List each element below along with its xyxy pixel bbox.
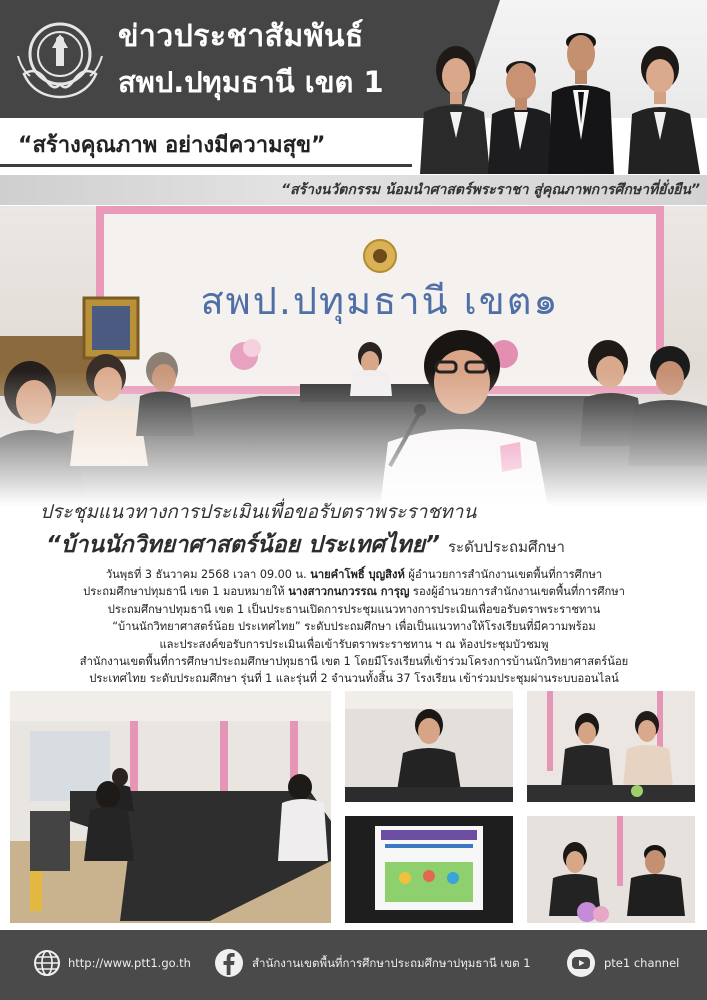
obec-emblem-icon [16,14,104,102]
motto: “สร้างนวัตกรรม น้อมนำศาสตร์พระราชา สู่คุณภาพการศึกษาที่ยั่งยืน” [281,182,700,198]
news-body [16,566,692,686]
body-text: รองผู้อำนวยการสำนักงานเขตพื้นที่การศึกษา [409,585,625,599]
participants-photo [527,691,695,802]
facebook-icon [214,948,244,978]
website-link[interactable]: http://www.ptt1.go.th [68,956,191,970]
facebook-page-link[interactable]: สำนักงานเขตพื้นที่การศึกษาประถมศึกษาปทุมธานี เขต 1 [252,956,531,970]
body-text: วันพุธที่ 3 ธันวาคม 2568 เวลา 09.00 น. [105,568,311,581]
globe-icon [32,948,62,978]
chairperson-photo [345,691,513,802]
speakers-photo [527,816,695,923]
body-line: สำนักงานเขตพื้นที่การศึกษาประถมศึกษาปทุมธานี เขต 1 โดยมีโรงเรียนที่เข้าร่วมโครงการบ้านนักวิทยาศาสตร์น้อย [79,655,629,669]
body-line: และประสงค์ขอรับการประเมินเพื่อเข้ารับตราพระราชทาน ฯ ณ ห้องประชุมบัวชมพู [159,637,549,651]
headline-level: ระดับประถมศึกษา [448,538,565,556]
body-line: ประเทศไทย ระดับประถมศึกษา รุ่นที่ 1 และรุ่นที่ 2 จำนวนทั้งสิ้น 37 โรงเรียน เข้าร่วมประชุมผ่านระบบออนไลน์ [89,672,619,686]
headline-line2 [46,525,686,565]
deputy-name: นางสาวกนกวรรณ การุญ [288,585,410,599]
body-line: “บ้านนักวิทยาศาสตร์น้อย ประเทศไทย” ระดับประถมศึกษา เพื่อเป็นแนวทางให้โรงเรียนที่มีความพร้อม [112,620,596,634]
online-presentation-photo [345,816,513,923]
executives-photo [410,20,707,174]
body-line [16,583,692,600]
youtube-channel-link[interactable]: pte1 channel [604,956,680,970]
body-text: ประถมศึกษาปทุมธานี เขต 1 มอบหมายให้ [83,585,289,599]
meeting-room-photo [10,691,331,923]
body-text: ผู้อำนวยการสำนักงานเขตพื้นที่การศึกษา [404,568,603,581]
body-line [16,566,692,583]
slogan-underline [0,164,412,167]
slogan: “สร้างคุณภาพ อย่างมีความสุข” [18,133,326,158]
header-title: ข่าวประชาสัมพันธ์ [118,19,364,54]
youtube-icon [566,948,596,978]
main-meeting-photo [0,206,707,506]
header-office-name: สพป.ปทุมธานี เขต 1 [118,65,384,99]
headline-line1: ประชุมแนวทางการประเมินเพื่อขอรับตราพระราชทาน [40,501,477,523]
headline-project-name: “บ้านนักวิทยาศาสตร์น้อย ประเทศไทย” [46,532,440,558]
body-line: ประถมศึกษาปทุมธานี เขต 1 เป็นประธานเปิดการประชุมแนวทางการประเมินเพื่อขอรับตราพระราชทาน [107,602,601,616]
director-name: นายคำโพธิ์ บุญสิงห์ [310,568,405,581]
